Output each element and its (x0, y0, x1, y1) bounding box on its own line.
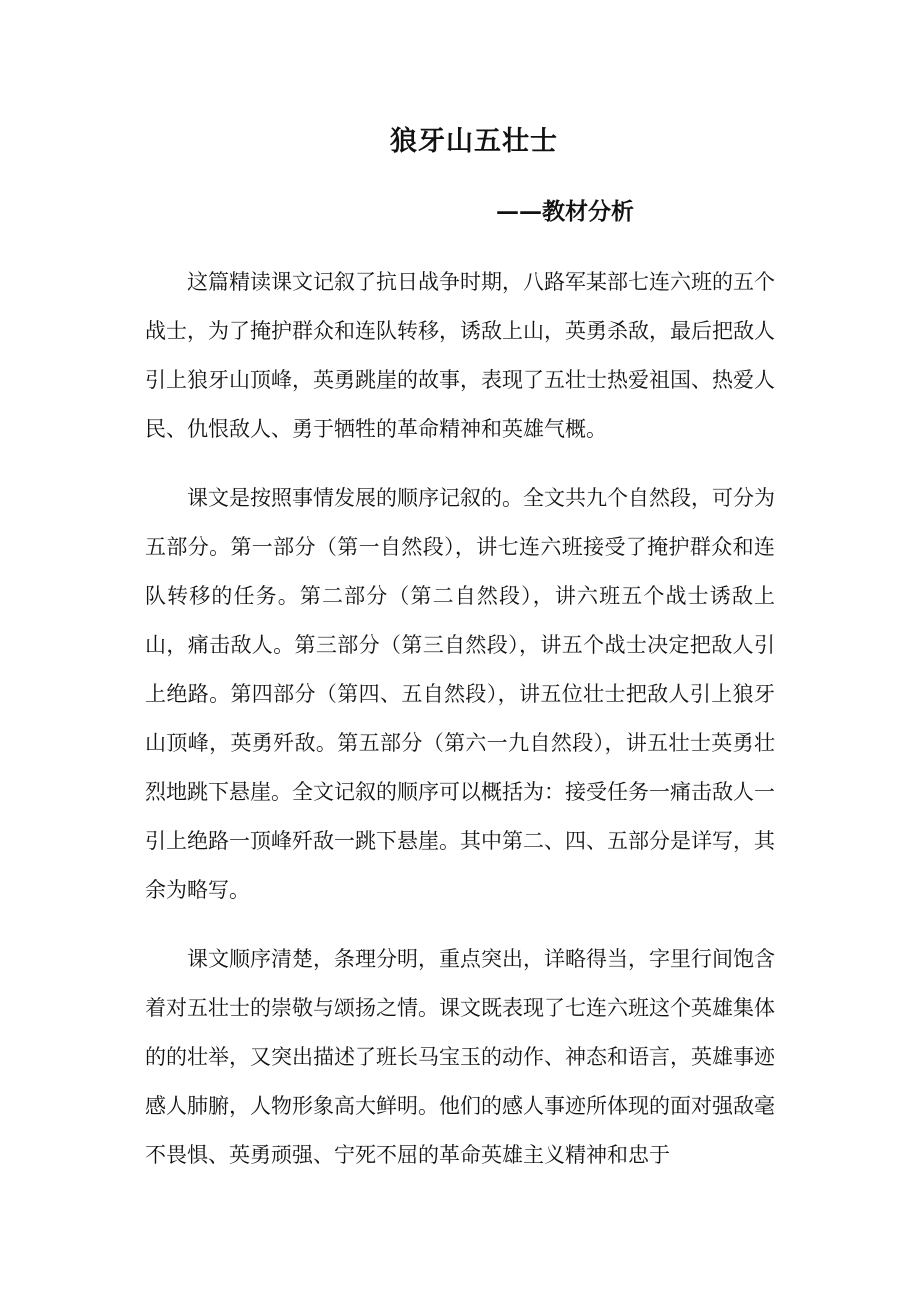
paragraph-2: 课文是按照事情发展的顺序记叙的。全文共九个自然段，可分为五部分。第一部分（第一自然段），讲七连六班接受了掩护群众和连队转移的任务。第二部分（第二自然段），讲六班五个战士诱敌上山，痛击敌人。第三部分（第三自然段），讲五个战士决定把敌人引上绝路。第四部分（第四、五自然段），讲五位壮士把敌人引上狼牙山顶峰，英勇歼敌。第五部分（第六一九自然段），讲五壮士英勇壮烈地跳下悬崖。全文记叙的顺序可以概括为：接受任务一痛击敌人一引上绝路一顶峰歼敌一跳下悬崖。其中第二、四、五部分是详写，其余为略写。 (145, 486, 775, 902)
document-subtitle: ——教材分析 (496, 198, 634, 225)
document-body (145, 258, 775, 1200)
paragraph-1: 这篇精读课文记叙了抗日战争时期，八路军某部七连六班的五个战士，为了掩护群众和连队转移，诱敌上山，英勇杀敌，最后把敌人引上狼牙山顶峰，英勇跳崖的故事，表现了五壮士热爱祖国、热爱人民、仇恨敌人、勇于牺牲的革命精神和英雄气概。 (145, 270, 775, 441)
document-title: 狼牙山五壮士 (390, 126, 558, 157)
paragraph-3: 课文顺序清楚，条理分明，重点突出，详略得当，字里行间饱含着对五壮士的崇敬与颂扬之情。课文既表现了七连六班这个英雄集体的的壮举，又突出描述了班长马宝玉的动作、神态和语言，英雄事迹感人肺腑，人物形象高大鲜明。他们的感人事迹所体现的面对强敌毫不畏惧、英勇顽强、宁死不屈的革命英雄主义精神和忠于 (145, 947, 775, 1167)
